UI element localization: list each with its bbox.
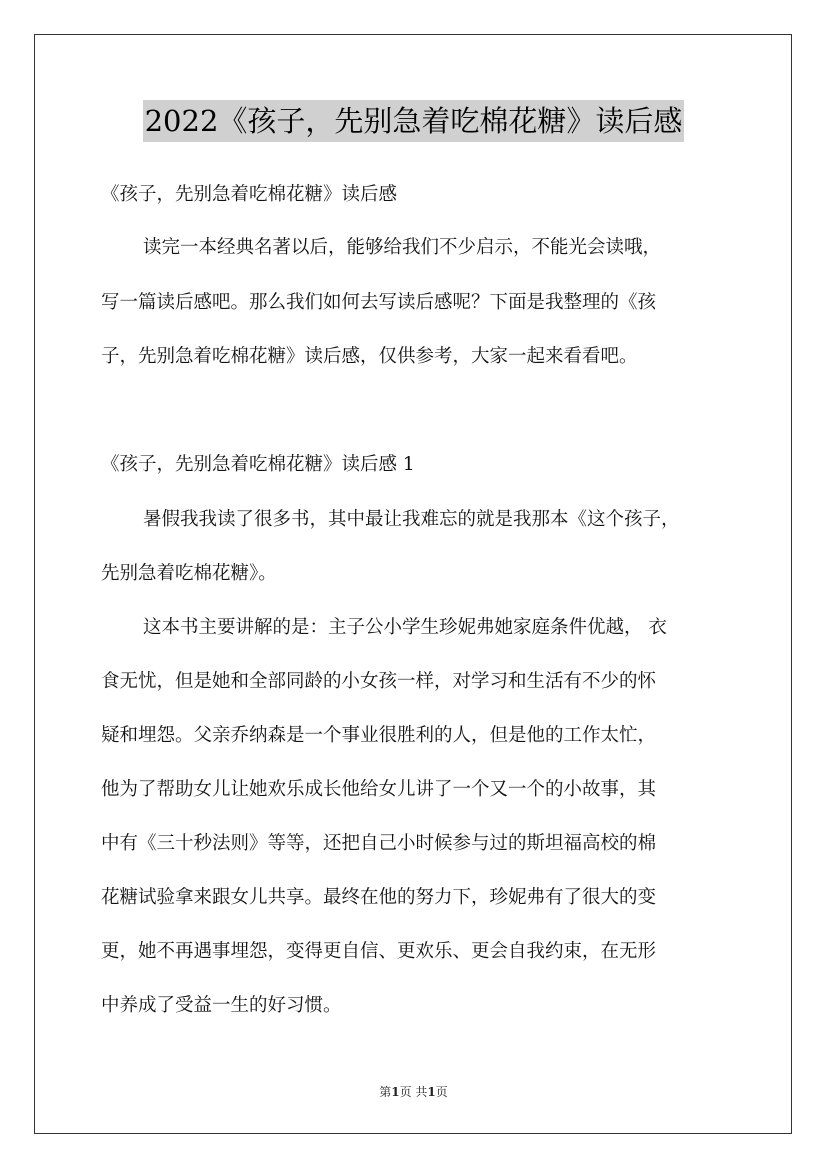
document-title: 2022《孩子，先别急着吃棉花糖》读后感 <box>143 100 685 142</box>
section-heading: 《孩子，先别急着吃棉花糖》读后感 1 <box>101 454 415 475</box>
document-subtitle: 《孩子，先别急着吃棉花糖》读后感 <box>101 184 398 205</box>
page-footer <box>0 1083 827 1100</box>
paragraph2-line-8: 中养成了受益一生的好习惯。 <box>101 995 342 1016</box>
paragraph2-line-1: 这本书主要讲解的是：主子公小学生珍妮弗她家庭条件优越， 衣 <box>143 617 667 638</box>
paragraph1-line-1: 暑假我我读了很多书，其中最让我难忘的就是我那本《这个孩子， <box>143 509 680 530</box>
footer-page-number: 1 <box>391 1085 400 1099</box>
paragraph2-line-5: 中有《三十秒法则》等等，还把自己小时候参与过的斯坦福高校的棉 <box>101 833 657 854</box>
paragraph2-line-6: 花糖试验拿来跟女儿共享。最终在他的努力下，珍妮弗有了很大的变 <box>101 887 657 908</box>
intro-line-2: 写一篇读后感吧。那么我们如何去写读后感呢？下面是我整理的《孩 <box>101 292 657 313</box>
paragraph2-line-4: 他为了帮助女儿让她欢乐成长他给女儿讲了一个又一个的小故事，其 <box>101 779 657 800</box>
paragraph2-line-3: 疑和埋怨。父亲乔纳森是一个事业很胜利的人，但是他的工作太忙， <box>101 725 657 746</box>
footer-total-pages: 1 <box>427 1085 436 1099</box>
intro-line-1: 读完一本经典名著以后，能够给我们不少启示，不能光会读哦， <box>143 237 662 258</box>
paragraph2-line-7: 更，她不再遇事埋怨，变得更自信、更欢乐、更会自我约束，在无形 <box>101 941 657 962</box>
title-container <box>0 100 827 142</box>
intro-line-3: 子，先别急着吃棉花糖》读后感，仅供参考，大家一起来看看吧。 <box>101 346 638 367</box>
footer-page-mid: 页 共 <box>399 1085 428 1099</box>
paragraph2-line-2: 食无忧，但是她和全部同龄的小女孩一样，对学习和生活有不少的怀 <box>101 671 657 692</box>
footer-page-prefix: 第 <box>379 1085 392 1099</box>
paragraph1-line-2: 先别急着吃棉花糖》。 <box>101 563 277 584</box>
footer-page-suffix: 页 <box>435 1085 448 1099</box>
